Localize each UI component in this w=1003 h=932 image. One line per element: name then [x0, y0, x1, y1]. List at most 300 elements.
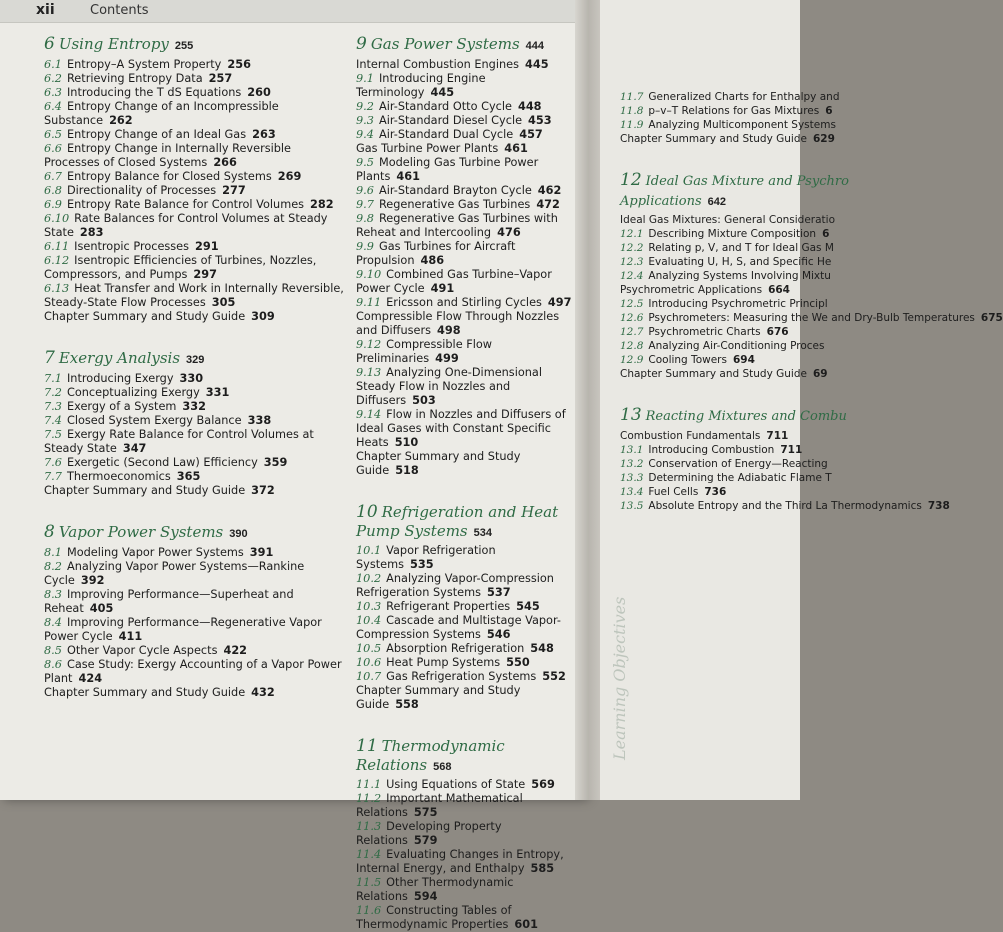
- entry-page: 422: [223, 644, 248, 657]
- toc-entry: [44, 372, 344, 386]
- entry-title: Describing Mixture Composition: [648, 228, 817, 240]
- entry-page: 711: [780, 444, 803, 456]
- chapter-title: Exergy Analysis: [58, 349, 181, 367]
- entry-title: Flow in Nozzles and Diffusers of Ideal Gases with Constant Specific Heats: [356, 408, 566, 449]
- entry-title: Analyzing Systems Involving Mixtu: [648, 270, 831, 282]
- entry-title: Entropy Change of an Incompressible Substance: [44, 100, 279, 127]
- entry-number: 6.11: [44, 240, 70, 253]
- toc-entry: [620, 227, 830, 241]
- toc-entry: [356, 876, 576, 904]
- entry-title: Analyzing Multicomponent Systems: [648, 119, 836, 131]
- entry-page: 594: [413, 890, 438, 903]
- summary-text: Chapter Summary and Study Guide: [356, 684, 521, 711]
- summary-text: Chapter Summary and Study Guide: [44, 686, 246, 699]
- toc-entry: [356, 572, 576, 600]
- toc-entry: [620, 297, 828, 311]
- toc-entry: [44, 560, 344, 588]
- entry-number: 12.8: [620, 340, 644, 352]
- toc-entry: [356, 184, 576, 198]
- entry-page: 347: [122, 442, 147, 455]
- entry-number: 10.4: [356, 614, 382, 627]
- toc-entry: [44, 414, 344, 428]
- spacer: [44, 324, 344, 348]
- entry-number: 6.2: [44, 72, 62, 85]
- entry-number: 7.7: [44, 470, 62, 483]
- entry-title: Air-Standard Otto Cycle: [378, 100, 512, 113]
- toc-entry: [44, 616, 344, 644]
- toc-entry: [356, 408, 576, 450]
- chapter-number: 12: [620, 170, 642, 190]
- entry-title: Introducing Combustion: [648, 444, 775, 456]
- entry-title: Psychrometric Charts: [648, 326, 761, 338]
- entry-title: Thermoeconomics: [66, 470, 171, 483]
- entry-title: Conservation of Energy—Reacting: [648, 458, 828, 470]
- entry-page: 266: [213, 156, 237, 169]
- entry-number: 9.5: [356, 156, 374, 169]
- entry-title: Entropy Change of an Ideal Gas: [66, 128, 247, 141]
- toc-entry: [44, 644, 344, 658]
- entry-number: 6.10: [44, 212, 70, 225]
- toc-entry: [620, 118, 836, 132]
- toc-entry: [356, 212, 576, 240]
- toc-entry: [356, 848, 576, 876]
- entry-page: 535: [410, 558, 434, 571]
- chapter-title-2: Applications: [620, 194, 702, 209]
- chapter-summary: [44, 484, 344, 498]
- entry-page: 457: [519, 128, 543, 141]
- entry-title: Psychrometers: Measuring the We and Dry-Bulb Temperatures: [648, 312, 975, 324]
- toc-entry: [356, 820, 576, 848]
- entry-number: 9.2: [356, 100, 374, 113]
- toc-entry: [356, 156, 576, 184]
- toc-entry: [620, 90, 840, 104]
- entry-page: 736: [704, 486, 727, 498]
- entry-number: 6.6: [44, 142, 62, 155]
- toc-entry: [356, 778, 576, 792]
- section-heading-page: 664: [768, 284, 790, 296]
- section-heading-text: Ideal Gas Mixtures: General Consideratio: [620, 214, 835, 226]
- entry-page: 546: [486, 628, 511, 641]
- toc-entry: [620, 485, 810, 499]
- toc-entry: [620, 255, 832, 269]
- toc-entry: [44, 546, 344, 560]
- entry-page: 491: [430, 282, 455, 295]
- chapter-title: Thermodynamic Relations: [356, 737, 505, 774]
- entry-title: Gas Refrigeration Systems: [386, 670, 537, 683]
- entry-number: 9.1: [356, 72, 374, 85]
- entry-title: Directionality of Processes: [66, 184, 217, 197]
- entry-number: 6.9: [44, 198, 62, 211]
- toc-entry: [44, 212, 344, 240]
- entry-title: Air-Standard Brayton Cycle: [378, 184, 532, 197]
- entry-title: Developing Property Relations: [356, 820, 502, 847]
- toc-entry: [44, 86, 344, 100]
- page-title: Contents: [90, 3, 149, 18]
- entry-title: Air-Standard Diesel Cycle: [378, 114, 523, 127]
- section-heading-text: Psychrometric Applications: [620, 284, 763, 296]
- toc-entry: [44, 198, 344, 212]
- toc-entry: [356, 366, 576, 408]
- section-heading-page: 498: [437, 324, 461, 337]
- entry-title: Improving Performance—Superheat and Reheat: [44, 588, 294, 615]
- toc-entry: [44, 470, 344, 484]
- entry-number: 7.2: [44, 386, 62, 399]
- summary-page: 518: [395, 464, 419, 477]
- entry-number: 10.1: [356, 544, 382, 557]
- entry-number: 8.1: [44, 546, 62, 559]
- chapter-page: 255: [174, 40, 194, 52]
- entry-title: Compressible Flow Preliminaries: [356, 338, 493, 365]
- entry-title: Other Vapor Cycle Aspects: [66, 644, 218, 657]
- section-heading-page: 711: [766, 430, 789, 442]
- toc-entry: [356, 114, 576, 128]
- toc-entry: [44, 658, 344, 686]
- entry-page: 486: [420, 254, 445, 267]
- entry-page: 537: [486, 586, 511, 599]
- entry-title: Generalized Charts for Enthalpy and: [648, 91, 840, 103]
- entry-title: Evaluating U, H, S, and Specific He: [648, 256, 832, 268]
- entry-number: 11.5: [356, 876, 382, 889]
- entry-page: 445: [430, 86, 455, 99]
- entry-page: 365: [176, 470, 201, 483]
- entry-title: Fuel Cells: [648, 486, 699, 498]
- entry-number: 13.2: [620, 458, 644, 470]
- entry-title: Important Mathematical Relations: [356, 792, 523, 819]
- chapter-heading: [620, 405, 847, 425]
- chapter-page: 390: [229, 528, 248, 540]
- entry-number: 9.7: [356, 198, 374, 211]
- entry-number: 8.6: [44, 658, 62, 671]
- entry-title: Regenerative Gas Turbines: [378, 198, 531, 211]
- toc-entry: [356, 338, 576, 366]
- entry-number: 6.12: [44, 254, 70, 267]
- toc-section-heading: [356, 58, 576, 72]
- toc-entry: [356, 904, 576, 932]
- toc-entry: [620, 339, 825, 353]
- page-header: [0, 0, 585, 23]
- toc-entry: [356, 128, 576, 142]
- entry-number: 10.3: [356, 600, 382, 613]
- entry-title: Air-Standard Dual Cycle: [378, 128, 514, 141]
- entry-title: Determining the Adiabatic Flame T: [648, 472, 832, 484]
- entry-page: 6: [822, 228, 830, 240]
- chapter-page: 329: [186, 354, 205, 366]
- toc-entry: [44, 100, 344, 128]
- entry-title: Relating p, V, and T for Ideal Gas M: [648, 242, 834, 254]
- entry-title: Case Study: Exergy Accounting of a Vapor Power Plant: [44, 658, 342, 685]
- entry-number: 8.4: [44, 616, 62, 629]
- entry-title: Vapor Refrigeration Systems: [356, 544, 496, 571]
- chapter-summary: [44, 310, 344, 324]
- entry-page: 282: [310, 198, 334, 211]
- entry-title: Conceptualizing Exergy: [66, 386, 200, 399]
- toc-column-right: [620, 90, 1003, 513]
- chapter-summary: [356, 684, 576, 712]
- entry-title: Cascade and Multistage Vapor-Compression Systems: [356, 614, 561, 641]
- chapter-heading-line2: [620, 194, 810, 209]
- entry-number: 9.3: [356, 114, 374, 127]
- entry-title: Heat Transfer and Work in Internally Reversible, Steady-State Flow Processes: [44, 282, 344, 309]
- entry-title: Ericsson and Stirling Cycles: [386, 296, 542, 309]
- entry-number: 7.6: [44, 456, 62, 469]
- spacer: [620, 146, 810, 170]
- entry-number: 6.3: [44, 86, 62, 99]
- toc-entry: [44, 386, 344, 400]
- chapter-page: 534: [473, 527, 492, 539]
- entry-number: 13.4: [620, 486, 644, 498]
- summary-text: Chapter Summary and Study Guide: [44, 484, 246, 497]
- entry-page: 262: [109, 114, 133, 127]
- entry-page: 332: [182, 400, 207, 413]
- entry-page: 359: [263, 456, 288, 469]
- toc-entry: [44, 240, 344, 254]
- toc-entry: [356, 240, 576, 268]
- toc-entry: [356, 642, 576, 656]
- entry-number: 11.9: [620, 119, 644, 131]
- entry-number: 8.2: [44, 560, 62, 573]
- toc-entry: [620, 104, 833, 118]
- chapter-summary: [356, 450, 576, 478]
- entry-number: 9.6: [356, 184, 374, 197]
- entry-page: 569: [531, 778, 555, 791]
- entry-number: 11.6: [356, 904, 382, 917]
- entry-number: 7.4: [44, 414, 62, 427]
- chapter-heading: [44, 522, 344, 542]
- toc-entry: [44, 588, 344, 616]
- toc-entry: [44, 128, 344, 142]
- entry-title: Isentropic Efficiencies of Turbines, Nozzles, Compressors, and Pumps: [44, 254, 317, 281]
- spacer: [620, 381, 810, 405]
- entry-title: Introducing the T dS Equations: [66, 86, 242, 99]
- toc-section-heading: [620, 429, 810, 443]
- chapter-number: 10: [356, 502, 378, 522]
- entry-title: Refrigerant Properties: [386, 600, 511, 613]
- toc-entry: [356, 296, 576, 310]
- entry-page: 503: [412, 394, 436, 407]
- entry-page: 291: [195, 240, 219, 253]
- entry-page: 461: [396, 170, 420, 183]
- toc-entry: [620, 457, 828, 471]
- entry-number: 11.3: [356, 820, 382, 833]
- entry-title: Isentropic Processes: [74, 240, 190, 253]
- toc-section-heading: [620, 283, 810, 297]
- entry-page: 738: [927, 500, 950, 512]
- entry-number: 9.10: [356, 268, 382, 281]
- entry-title: Combined Gas Turbine–Vapor Power Cycle: [356, 268, 552, 295]
- entry-number: 10.6: [356, 656, 382, 669]
- chapter-title: Refrigeration and Heat Pump Systems: [356, 503, 559, 540]
- book-page-right: [600, 0, 1003, 800]
- entry-page: 552: [542, 670, 566, 683]
- entry-page: 575: [413, 806, 438, 819]
- summary-text: Chapter Summary and Study Guide: [620, 368, 807, 380]
- toc-entry: [620, 311, 1003, 325]
- chapter-title: Using Entropy: [58, 35, 169, 53]
- entry-title: Other Thermodynamic Relations: [356, 876, 514, 903]
- entry-page: 338: [247, 414, 272, 427]
- entry-title: Closed System Exergy Balance: [66, 414, 242, 427]
- chapter-summary: [620, 367, 828, 381]
- toc-entry: [44, 184, 344, 198]
- summary-page: 629: [812, 133, 835, 145]
- entry-title: Constructing Tables of Thermodynamic Properties: [356, 904, 512, 931]
- entry-title: Introducing Engine Terminology: [356, 72, 486, 99]
- entry-number: 9.12: [356, 338, 382, 351]
- section-heading-text: Compressible Flow Through Nozzles and Diffusers: [356, 310, 560, 337]
- toc-entry: [356, 100, 576, 114]
- chapter-number: 7: [44, 348, 55, 368]
- entry-title: Cooling Towers: [648, 354, 727, 366]
- spacer: [44, 498, 344, 522]
- toc-entry: [44, 400, 344, 414]
- chapter-title: Gas Power Systems: [370, 35, 520, 53]
- summary-page: 309: [251, 310, 275, 323]
- chapter-heading: [44, 348, 344, 368]
- entry-page: 6: [825, 105, 833, 117]
- toc-section-heading: [620, 213, 835, 227]
- summary-text: Chapter Summary and Study Guide: [44, 310, 246, 323]
- entry-page: 392: [80, 574, 105, 587]
- chapter-heading: [44, 34, 344, 54]
- chapter-page: 444: [525, 40, 545, 52]
- toc-entry: [356, 198, 576, 212]
- toc-entry: [356, 670, 576, 684]
- toc-entry: [44, 456, 344, 470]
- entry-title: Analyzing Air-Conditioning Proces: [648, 340, 825, 352]
- entry-page: 462: [537, 184, 562, 197]
- chapter-title: Ideal Gas Mixture and Psychro: [645, 174, 849, 189]
- chapter-heading: [356, 502, 576, 540]
- toc-entry: [620, 443, 810, 457]
- toc-entry: [620, 471, 832, 485]
- toc-section-heading: [356, 142, 576, 156]
- page-number: xii: [36, 2, 55, 18]
- entry-page: 472: [536, 198, 560, 211]
- toc-entry: [356, 614, 576, 642]
- entry-number: 9.11: [356, 296, 382, 309]
- summary-page: 558: [395, 698, 419, 711]
- summary-text: Chapter Summary and Study Guide: [356, 450, 521, 477]
- entry-page: 585: [530, 862, 555, 875]
- entry-number: 10.7: [356, 670, 382, 683]
- toc-entry: [44, 72, 344, 86]
- entry-number: 7.1: [44, 372, 62, 385]
- entry-title: Rate Balances for Control Volumes at Steady State: [44, 212, 328, 239]
- entry-number: 13.3: [620, 472, 644, 484]
- entry-number: 12.2: [620, 242, 644, 254]
- entry-page: 391: [249, 546, 274, 559]
- chapter-page: 642: [707, 196, 726, 208]
- entry-number: 9.8: [356, 212, 374, 225]
- entry-page: 283: [79, 226, 104, 239]
- entry-page: 601: [514, 918, 538, 931]
- toc-column-middle: [356, 34, 576, 932]
- entry-page: 448: [517, 100, 542, 113]
- entry-title: p–v–T Relations for Gas Mixtures: [648, 105, 820, 117]
- summary-page: 69: [812, 368, 828, 380]
- entry-title: Gas Turbines for Aircraft Propulsion: [356, 240, 516, 267]
- entry-page: 548: [530, 642, 554, 655]
- chapter-summary: [620, 132, 835, 146]
- entry-title: Entropy Rate Balance for Control Volumes: [66, 198, 305, 211]
- entry-number: 12.5: [620, 298, 644, 310]
- entry-number: 10.2: [356, 572, 382, 585]
- toc-entry: [44, 170, 344, 184]
- entry-number: 11.7: [620, 91, 644, 103]
- toc-entry: [620, 353, 810, 367]
- entry-number: 11.4: [356, 848, 382, 861]
- entry-page: 675: [980, 312, 1003, 324]
- entry-page: 305: [211, 296, 236, 309]
- toc-entry: [620, 241, 834, 255]
- spacer: [356, 478, 576, 502]
- entry-number: 6.7: [44, 170, 62, 183]
- toc-entry: [44, 254, 344, 282]
- entry-page: 510: [394, 436, 419, 449]
- chapter-number: 8: [44, 522, 55, 542]
- entry-number: 9.9: [356, 240, 374, 253]
- spacer: [356, 712, 576, 736]
- entry-number: 12.7: [620, 326, 644, 338]
- entry-page: 331: [205, 386, 230, 399]
- entry-title: Heat Pump Systems: [386, 656, 501, 669]
- entry-number: 10.5: [356, 642, 382, 655]
- entry-number: 6.8: [44, 184, 62, 197]
- toc-entry: [356, 600, 576, 614]
- chapter-summary: [44, 686, 344, 700]
- chapter-page: 568: [433, 761, 452, 773]
- section-heading-text: Gas Turbine Power Plants: [356, 142, 499, 155]
- toc-entry: [356, 544, 576, 572]
- entry-title: Modeling Gas Turbine Power Plants: [356, 156, 539, 183]
- toc-entry: [44, 142, 344, 170]
- entry-number: 12.3: [620, 256, 644, 268]
- toc-entry: [620, 499, 950, 513]
- entry-page: 411: [118, 630, 143, 643]
- chapter-number: 13: [620, 405, 642, 425]
- entry-title: Entropy–A System Property: [66, 58, 222, 71]
- entry-page: 694: [732, 354, 755, 366]
- toc-section-heading: [356, 310, 576, 338]
- toc-entry: [620, 269, 831, 283]
- entry-number: 11.8: [620, 105, 644, 117]
- entry-title: Retrieving Entropy Data: [66, 72, 203, 85]
- toc-entry: [356, 656, 576, 670]
- entry-number: 8.3: [44, 588, 62, 601]
- entry-page: 550: [506, 656, 530, 669]
- entry-number: 8.5: [44, 644, 62, 657]
- entry-page: 424: [78, 672, 103, 685]
- side-label: Learning Objectives: [610, 596, 629, 760]
- chapter-heading: [356, 736, 576, 774]
- entry-number: 9.13: [356, 366, 382, 379]
- chapter-title: Vapor Power Systems: [58, 523, 224, 541]
- entry-title: Absorption Refrigeration: [386, 642, 525, 655]
- entry-page: 260: [247, 86, 271, 99]
- entry-page: 476: [497, 226, 521, 239]
- entry-title: Using Equations of State: [386, 778, 526, 791]
- entry-title: Exergetic (Second Law) Efficiency: [66, 456, 258, 469]
- chapter-title: Reacting Mixtures and Combu: [645, 409, 847, 424]
- section-heading-text: Combustion Fundamentals: [620, 430, 761, 442]
- entry-number: 12.4: [620, 270, 644, 282]
- chapter-number: 9: [356, 34, 367, 54]
- toc-entry: [44, 58, 344, 72]
- entry-number: 7.3: [44, 400, 62, 413]
- toc-entry: [44, 282, 344, 310]
- entry-number: 12.6: [620, 312, 644, 324]
- entry-title: Analyzing Vapor-Compression Refrigeration Systems: [356, 572, 554, 599]
